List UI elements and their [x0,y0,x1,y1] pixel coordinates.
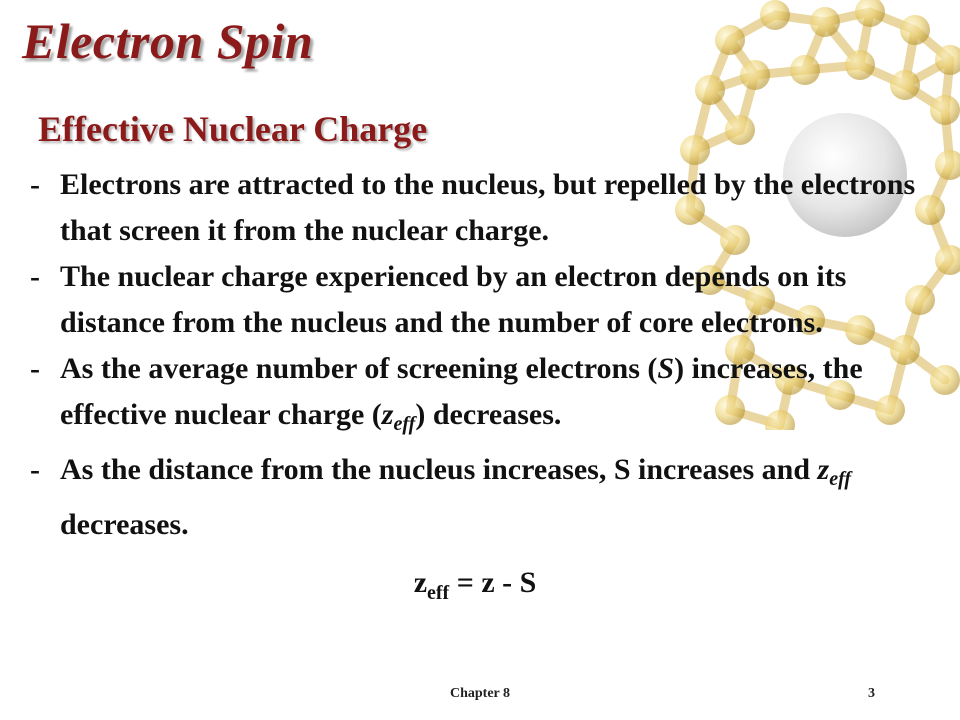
bullet-marker: - [30,260,40,293]
symbol-s: S [657,352,675,385]
bullet-item [30,346,935,447]
bullet-text: The nuclear charge experienced by an electron depends on its distance from the nucleus and the number of core electrons. [60,260,847,339]
subscript-eff: eff [829,468,852,490]
symbol-z: z [817,453,830,486]
bullet-marker: - [30,453,40,486]
bullet-item [30,254,935,346]
bullet-text: Electrons are attracted to the nucleus, but repelled by the electrons that screen it from the nuclear charge. [60,168,916,247]
footer-chapter: Chapter 8 [449,686,511,701]
bullet-marker: - [30,168,40,201]
bullet-text: As the distance from the nucleus increases, S increases and $z_{eff}$ decreases. [60,453,852,541]
bullet-item [30,162,935,254]
slide-title: Electron Spin [22,13,314,69]
bullet-text: As the average number of screening electrons (S) increases, the effective nuclear charge $(z_{eff})$ decreases. [60,352,863,435]
slide-subtitle: Effective Nuclear Charge [38,109,428,149]
bullet-item [30,447,935,548]
bullet-marker: - [30,352,40,385]
symbol-z: z [381,398,394,431]
subscript-eff: eff [393,413,416,435]
page-number: 3 [868,686,875,701]
bullet-list [30,162,935,548]
zeff-formula: $z_{eff} = z - S$ [413,566,537,604]
